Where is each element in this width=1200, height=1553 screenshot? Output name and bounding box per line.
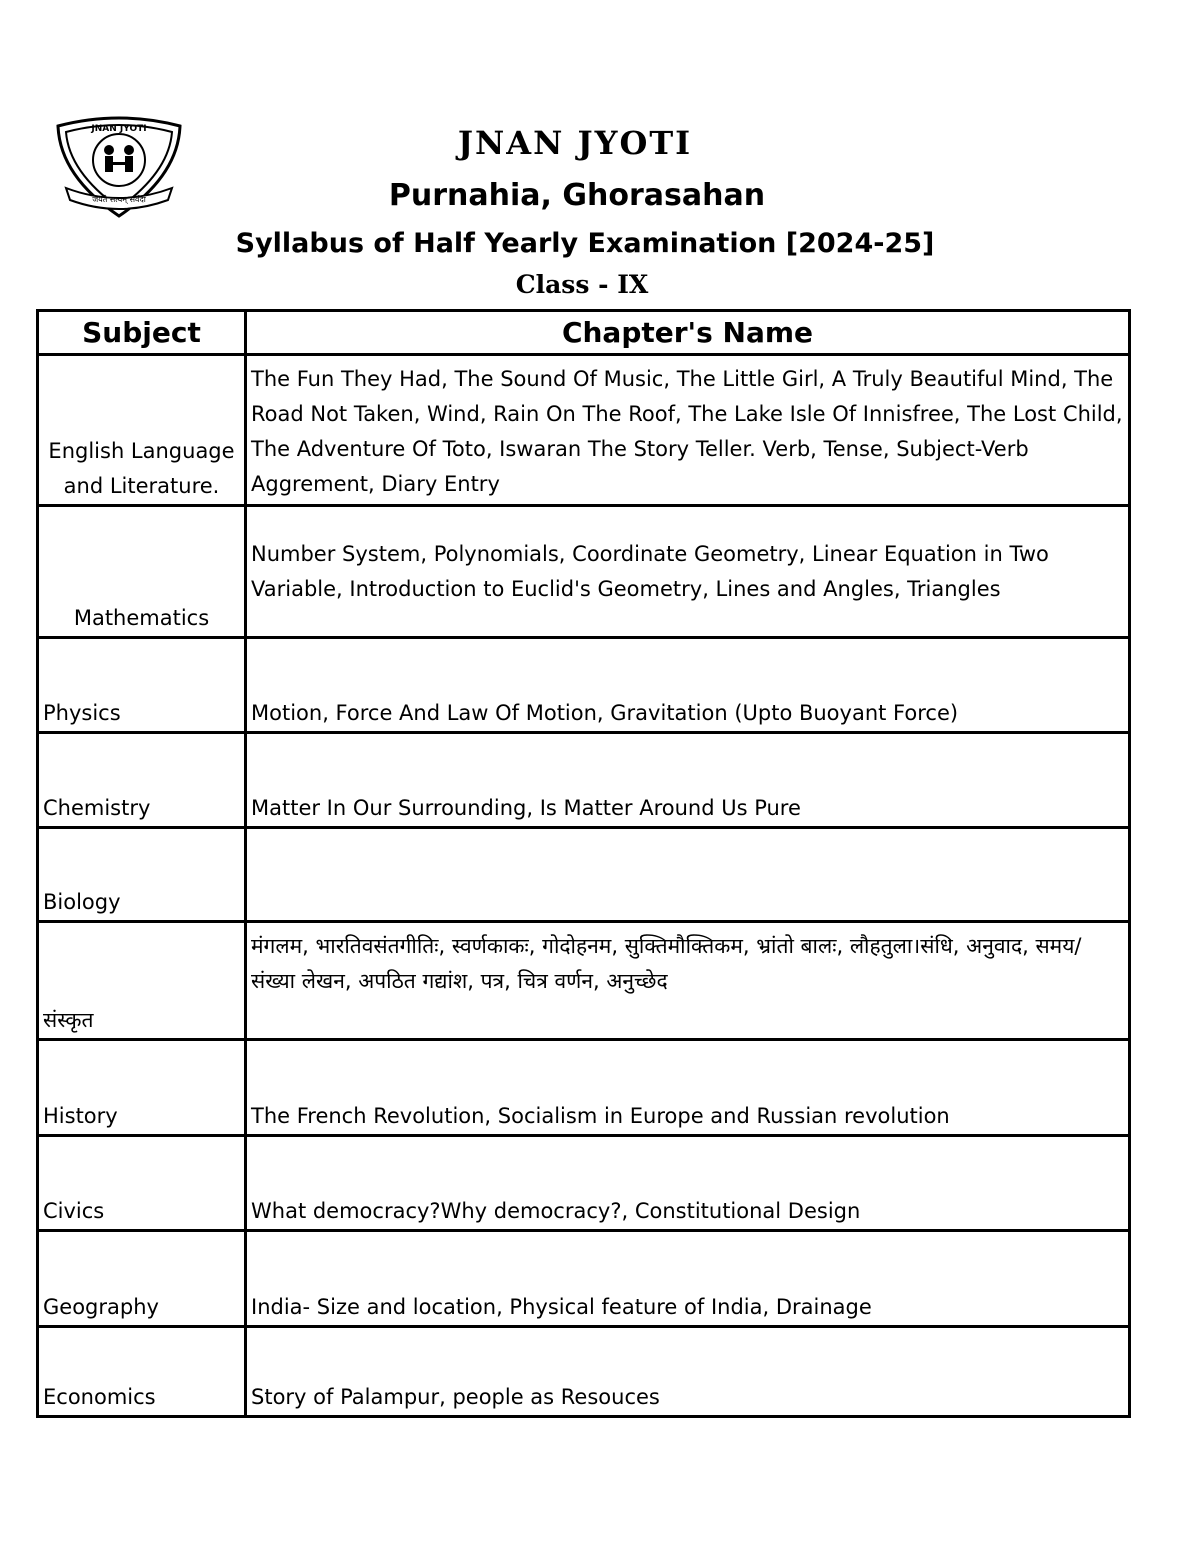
table-row bbox=[38, 1231, 1130, 1327]
table-row bbox=[38, 355, 1130, 506]
chapters-cell-economics: Story of Palampur, people as Resouces bbox=[246, 1327, 1130, 1417]
syllabus-table bbox=[36, 309, 1131, 1418]
subject-cell-history: History bbox=[38, 1040, 246, 1136]
subject-cell-geography: Geography bbox=[38, 1231, 246, 1327]
chapters-cell-mathematics: Number System, Polynomials, Coordinate Geometry, Linear Equation in Two Variable, Introduction to Euclid's Geometry, Lines and Angles, Triangles bbox=[246, 506, 1130, 638]
table-row bbox=[38, 506, 1130, 638]
chapters-cell-chemistry: Matter In Our Surrounding, Is Matter Around Us Pure bbox=[246, 733, 1130, 828]
table-row bbox=[38, 828, 1130, 922]
chapters-cell-civics: What democracy?Why democracy?, Constitutional Design bbox=[246, 1136, 1130, 1231]
exam-title: Syllabus of Half Yearly Examination [2024-25] bbox=[235, 228, 935, 259]
table-header-row bbox=[38, 311, 1130, 355]
chapters-cell-geography: India- Size and location, Physical feature of India, Drainage bbox=[246, 1231, 1130, 1327]
table-row bbox=[38, 638, 1130, 733]
subject-column-header: Subject bbox=[38, 311, 246, 355]
logo-top-text: JNAN JYOTI bbox=[91, 124, 147, 134]
chapters-cell-sanskrit: मंगलम, भारतिवसंतगीतिः, स्वर्णकाकः, गोदोहनम, सुक्तिमौक्तिकम, भ्रांतो बालः, लौहतुला।संधि, अनुवाद, समय/संख्या लेखन, अपठित गद्यांश, पत्र, चित्र वर्णन, अनुच्छेद bbox=[246, 922, 1130, 1040]
chapters-cell-biology bbox=[246, 828, 1130, 922]
school-name: JNAN JYOTI bbox=[457, 124, 693, 162]
subject-cell-civics: Civics bbox=[38, 1136, 246, 1231]
class-label: Class - IX bbox=[515, 270, 649, 299]
chapters-column-header: Chapter's Name bbox=[246, 311, 1130, 355]
table-row bbox=[38, 1327, 1130, 1417]
subject-cell-economics: Economics bbox=[38, 1327, 246, 1417]
table-row bbox=[38, 1136, 1130, 1231]
table-row bbox=[38, 1040, 1130, 1136]
subject-cell-sanskrit: संस्कृत bbox=[38, 922, 246, 1040]
subject-cell-chemistry: Chemistry bbox=[38, 733, 246, 828]
subject-cell-english: English Language and Literature. bbox=[38, 355, 246, 506]
school-location: Purnahia, Ghorasahan bbox=[388, 178, 766, 213]
subject-cell-physics: Physics bbox=[38, 638, 246, 733]
subject-cell-biology: Biology bbox=[38, 828, 246, 922]
table-row bbox=[38, 733, 1130, 828]
table-row bbox=[38, 922, 1130, 1040]
chapters-cell-history: The French Revolution, Socialism in Europe and Russian revolution bbox=[246, 1040, 1130, 1136]
chapters-cell-english: The Fun They Had, The Sound Of Music, The Little Girl, A Truly Beautiful Mind, The Road Not Taken, Wind, Rain On The Roof, The Lake Isle Of Innisfree, The Lost Child, The Adventure Of Toto, Iswaran The Story Teller. Verb, Tense, Subject-Verb Aggrement, Diary Entry bbox=[246, 355, 1130, 506]
chapters-cell-physics: Motion, Force And Law Of Motion, Gravitation (Upto Buoyant Force) bbox=[246, 638, 1130, 733]
subject-cell-mathematics: Mathematics bbox=[38, 506, 246, 638]
logo-motto-text: जयते सत्यम् सर्वदा bbox=[92, 195, 146, 204]
